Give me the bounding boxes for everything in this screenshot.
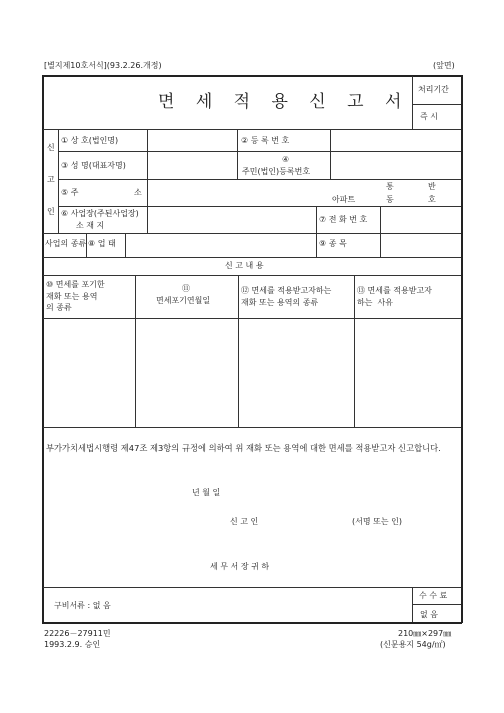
col11-entry[interactable] bbox=[136, 319, 237, 426]
col12-header: ⑫ 면세를 적용받고자하는 재화 또는 용역의 종류 bbox=[241, 286, 332, 307]
applicant-char-3: 인 bbox=[47, 207, 55, 216]
approval-date: 1993.2.9. 승인 bbox=[44, 640, 101, 649]
representative-name-field[interactable] bbox=[148, 152, 236, 178]
fee-label: 수 수 료 bbox=[419, 591, 448, 600]
fee-value: 없 음 bbox=[420, 610, 438, 619]
business-category-field[interactable] bbox=[126, 234, 315, 256]
id-number-field[interactable] bbox=[331, 152, 460, 178]
dong-label: 동 bbox=[386, 195, 394, 204]
form-number: [별지제10호서식](93.2.26.개정) bbox=[44, 61, 162, 70]
processing-period-value: 즉 시 bbox=[420, 112, 438, 121]
id-number-label: 주민(법인)등록번호 bbox=[242, 167, 311, 176]
address-label-tail: 소 bbox=[134, 188, 142, 197]
phone-field[interactable] bbox=[381, 207, 460, 232]
company-name-label: ① 상 호(법인명) bbox=[61, 136, 119, 145]
col13-header: ⑬ 면세를 적용받고자 하는 사유 bbox=[357, 286, 432, 307]
declaration-date: 년 월 일 bbox=[192, 488, 221, 497]
col13-entry[interactable] bbox=[355, 319, 460, 426]
business-location-field[interactable] bbox=[148, 207, 315, 232]
col11-header: 면세포기연월일 bbox=[156, 296, 211, 305]
item-label: ⑨ 종 목 bbox=[319, 239, 347, 248]
col12-entry[interactable] bbox=[239, 319, 353, 426]
declaration-statement: 부가가치세법시행령 제47조 제3항의 규정에 의하여 위 재화 또는 용역에 대한 면세를 적용받고자 신고합니다. bbox=[46, 443, 441, 453]
col10-entry[interactable] bbox=[44, 319, 134, 426]
registration-number-field[interactable] bbox=[331, 130, 460, 150]
company-name-field[interactable] bbox=[148, 130, 236, 150]
ban-label: 반 bbox=[428, 182, 436, 191]
applicant-char-1: 신 bbox=[47, 143, 55, 152]
apartment-label: 아파트 bbox=[332, 195, 356, 204]
col10-header: ⑩ 면세를 포기한 재화 또는 용역 의 종류 bbox=[46, 280, 105, 313]
form-code: 22226－27911민 bbox=[44, 629, 111, 638]
page-side: (앞면) bbox=[433, 61, 455, 70]
recipient: 세 무 서 장 귀 하 bbox=[210, 562, 270, 571]
address-label: ⑤ 주 bbox=[61, 188, 79, 197]
registration-number-label: ② 등 록 번 호 bbox=[241, 136, 290, 145]
signer-label: 신 고 인 bbox=[230, 517, 259, 526]
col11-number: ⑪ bbox=[182, 284, 190, 293]
ho-label: 호 bbox=[428, 195, 436, 204]
form-title: 면 세 적 용 신 고 서 bbox=[158, 92, 410, 112]
representative-name-label: ③ 성 명(대표자명) bbox=[61, 161, 126, 170]
processing-period-label: 처리기간 bbox=[418, 85, 449, 94]
business-category-label: ⑧ 업 태 bbox=[88, 239, 116, 248]
report-section-title: 신 고 내 용 bbox=[225, 261, 264, 270]
signer-field[interactable] bbox=[280, 514, 340, 528]
paper-type: (신문용지 54g/㎡) bbox=[380, 640, 446, 649]
applicant-char-2: 고 bbox=[47, 175, 55, 184]
item-field[interactable] bbox=[381, 234, 460, 256]
business-location-label: ⑥ 사업장(주된사업장) bbox=[61, 209, 139, 218]
business-type-label: 사업의 종류 bbox=[45, 239, 87, 248]
paper-size: 210㎜×297㎜ bbox=[398, 629, 452, 638]
business-location-label-2: 소 재 지 bbox=[76, 221, 105, 230]
required-documents: 구비서류 : 없 음 bbox=[54, 601, 111, 610]
sign-note: (서명 또는 인) bbox=[352, 517, 402, 526]
phone-label: ⑦ 전 화 번 호 bbox=[319, 215, 368, 224]
id-number-circle: ④ bbox=[282, 155, 290, 164]
tong-label: 통 bbox=[386, 182, 394, 191]
